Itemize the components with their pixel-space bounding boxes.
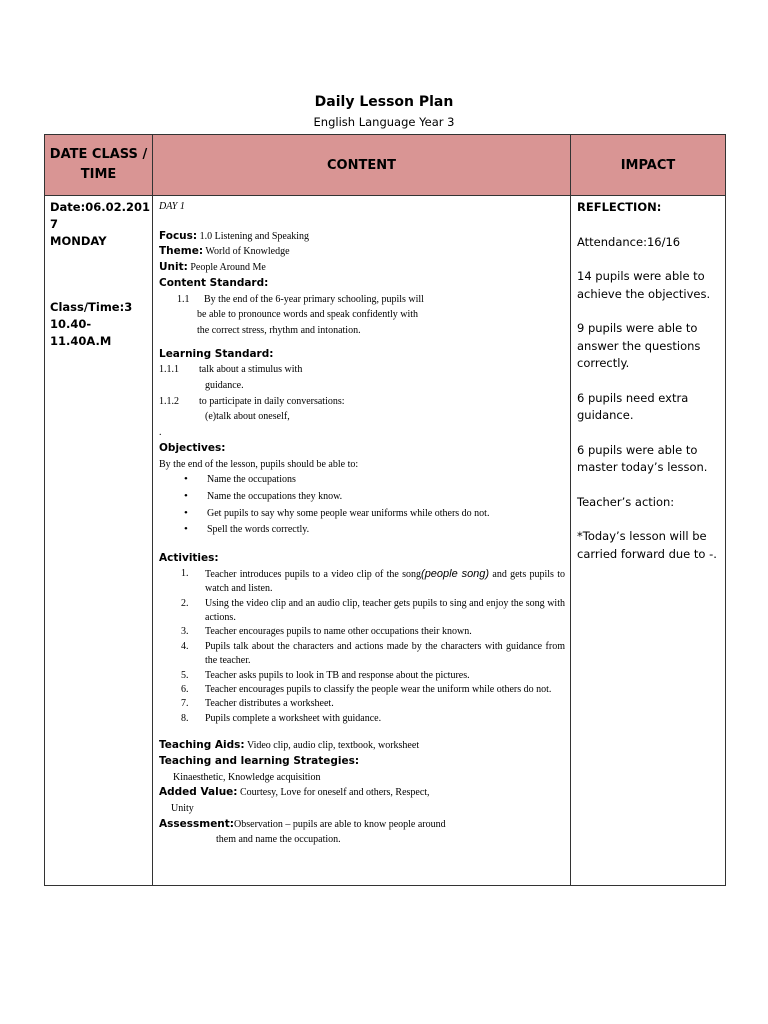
table-body-row [45,196,726,886]
content-standard-label: Content Standard: [159,276,269,289]
reflection-label: REFLECTION: [577,200,662,214]
strategies-label: Teaching and learning Strategies: [159,754,360,767]
list-item: 4. Pupils talk about the characters and actions made by the characters with guidance from the teacher. [181,640,565,667]
added-value-line: Added Value: Courtesy, Love for oneself and others, Respect, [159,786,430,799]
lesson-plan-table [44,134,726,886]
list-item: • Spell the words correctly. [159,522,565,538]
class-time-line2: 10.40-11.40A.M [50,317,112,348]
list-item: 2. Using the video clip and an audio clip, teacher gets pupils to sing and enjoy the song with actions. [181,597,565,623]
learning-standard-1: 1.1.1 talk about a stimulus with [159,364,303,376]
class-time-line1: Class/Time:3 [50,300,133,314]
day-of-week: MONDAY [50,234,107,248]
page-title: Daily Lesson Plan [314,94,454,110]
content-standard-line2: be able to pronounce words and speak confidently with [197,309,419,321]
content-cell [153,196,571,886]
assessment-cont: them and name the occupation. [216,834,341,846]
reflection-p1: 14 pupils were able to achieve the objectives. [577,269,711,301]
learning-standard-1-cont: guidance. [205,380,244,392]
objectives-intro: By the end of the lesson, pupils should be able to: [159,458,359,470]
objectives-label: Objectives: [159,441,226,454]
list-item: 8. Pupils complete a worksheet with guidance. [181,712,382,724]
assessment-line: Assessment:Observation – pupils are able to know people around [159,817,446,830]
activities-label: Activities: [159,552,219,565]
unit-line: Unit: People Around Me [159,261,266,274]
list-item: • Name the occupations they know. [159,489,565,505]
list-item: 1. Teacher introduces pupils to a video clip of the song(people song) and gets pupils to watch and listen. [181,567,566,595]
list-item: 6. Teacher encourages pupils to classify the people wear the uniform while others do not. [181,684,552,696]
list-item: • Name the occupations [159,472,565,488]
focus-line: Focus: 1.0 Listening and Speaking [159,229,310,242]
header-date-class-time: DATE CLASS / TIME [45,135,153,196]
date-line1: Date:06.02.201 [50,200,150,214]
strategies-value: Kinaesthetic, Knowledge acquisition [173,771,321,783]
header-content: CONTENT [153,135,571,196]
page-subtitle: English Language Year 3 [313,115,455,129]
impact-cell [571,196,726,886]
stray-dot: . [159,427,162,439]
list-item: • Get pupils to say why some people wear uniforms while others do not. [159,506,565,522]
content-standard-line3: the correct stress, rhythm and intonation. [197,324,361,336]
activities-list [159,567,565,726]
day-label: DAY 1 [159,201,185,212]
table-header-row [45,135,726,196]
learning-standard-label: Learning Standard: [159,347,274,360]
header-impact: IMPACT [571,135,726,196]
content-standard-line1: 1.1 By the end of the 6-year primary schooling, pupils will [177,293,424,305]
reflection-p4: 6 pupils were able to master today’s lesson. [577,442,708,474]
list-item: 3. Teacher encourages pupils to name other occupations their known. [181,626,472,638]
added-value-cont: Unity [171,803,194,815]
list-item: 5. Teacher asks pupils to look in TB and response about the pictures. [181,669,470,681]
learning-standard-2-cont: (e)talk about oneself, [205,411,290,423]
date-class-cell [45,196,153,886]
date-line2: 7 [50,217,59,231]
carried-forward-note: *Today’s lesson will be carried forward due to -. [577,529,717,561]
teaching-aids-line: Teaching Aids: Video clip, audio clip, textbook, worksheet [159,739,420,752]
theme-line: Theme: World of Knowledge [159,245,290,258]
reflection-p3: 6 pupils need extra guidance. [577,390,689,422]
objectives-list [159,472,565,538]
learning-standard-2: 1.1.2 to participate in daily conversations: [159,395,345,407]
list-item: 7. Teacher distributes a worksheet. [181,698,334,710]
reflection-p2: 9 pupils were able to answer the questions correctly. [577,321,701,370]
attendance: Attendance:16/16 [577,234,681,249]
teacher-action: Teacher’s action: [577,494,675,509]
